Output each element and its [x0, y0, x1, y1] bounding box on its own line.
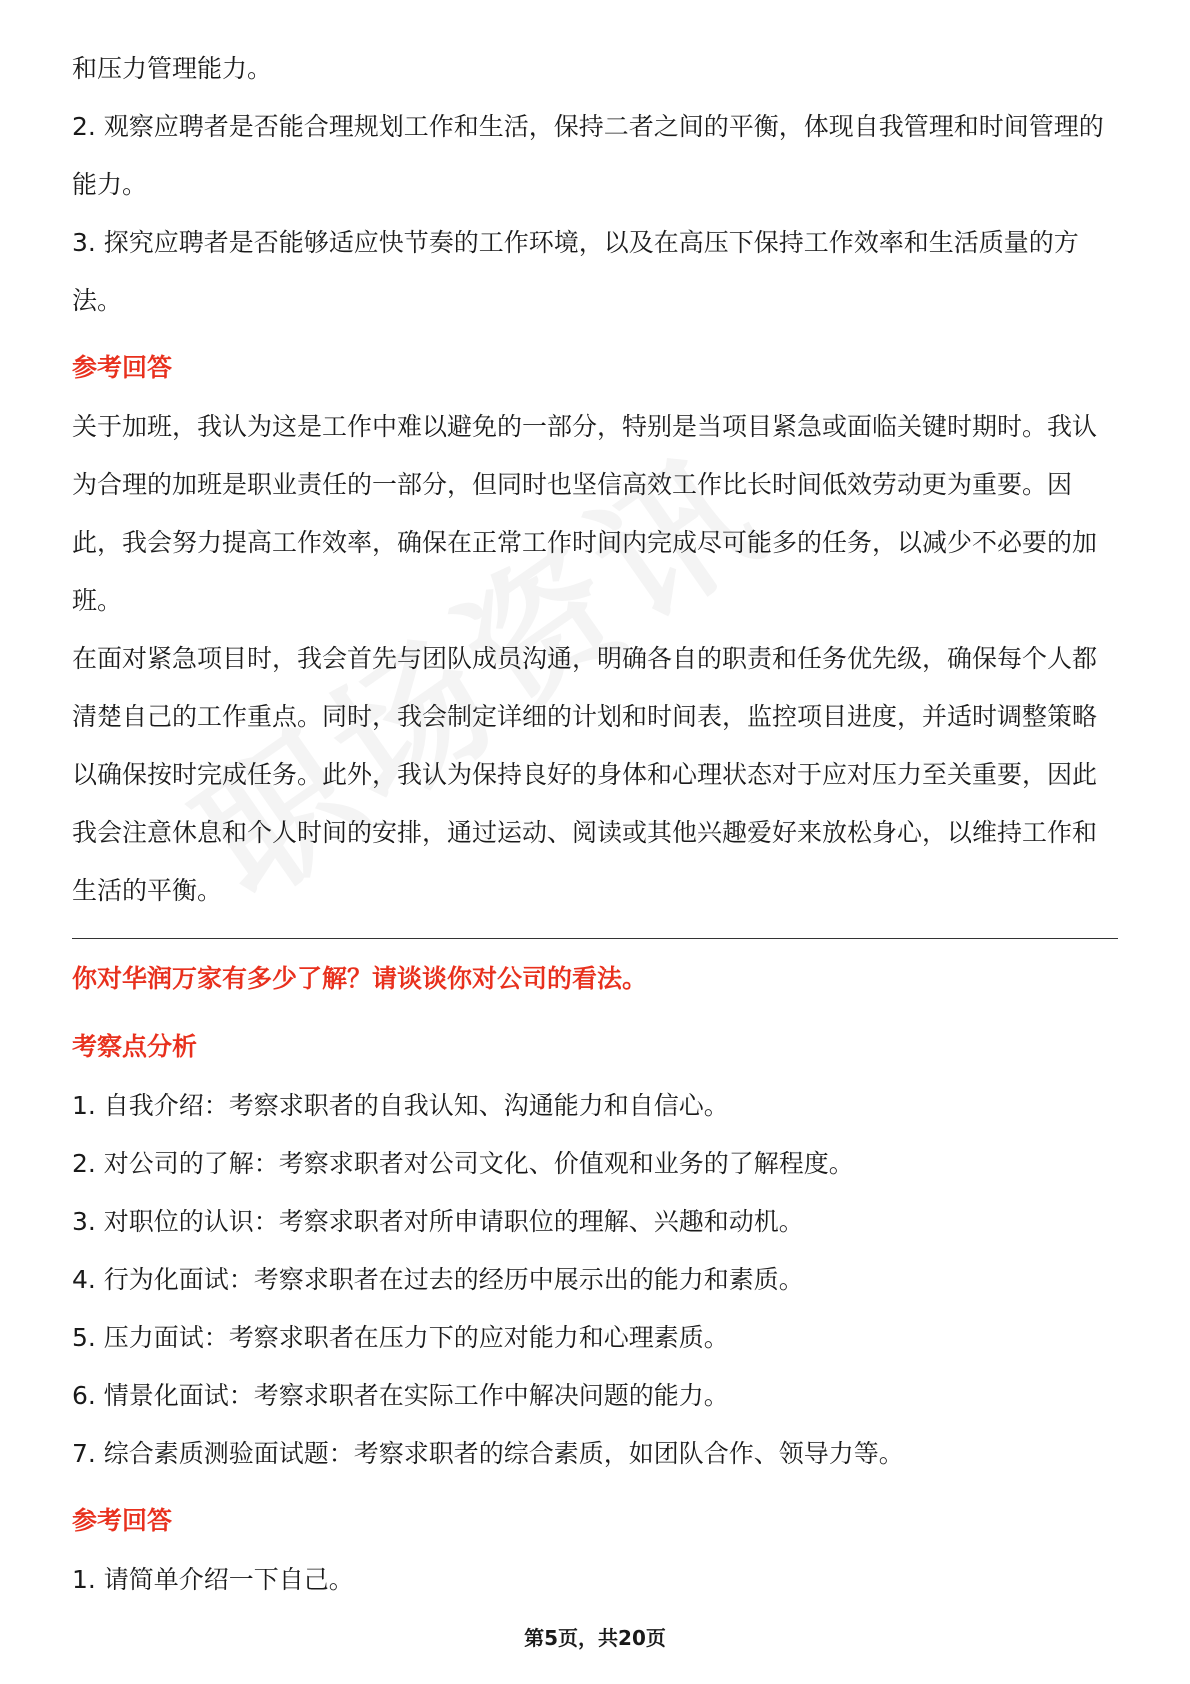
analysis-point: 3. 探究应聘者是否能够适应快节奏的工作环境，以及在高压下保持工作效率和生活质量的方法。: [72, 228, 1079, 315]
document-body: [72, 40, 1118, 1609]
analysis-point: 5. 压力面试：考察求职者在压力下的应对能力和心理素质。: [72, 1323, 729, 1352]
answer-point: 1. 请简单介绍一下自己。: [72, 1565, 354, 1594]
answer-paragraph: 在面对紧急项目时，我会首先与团队成员沟通，明确各自的职责和任务优先级，确保每个人都清楚自己的工作重点。同时，我会制定详细的计划和时间表，监控项目进度，并适时调整策略以确保按时完成任务。此外，我认为保持良好的身体和心理状态对于应对压力至关重要，因此我会注意休息和个人时间的安排，通过运动、阅读或其他兴趣爱好来放松身心，以维持工作和生活的平衡。: [72, 644, 1098, 905]
analysis-point: 6. 情景化面试：考察求职者在实际工作中解决问题的能力。: [72, 1381, 729, 1410]
section-divider: [72, 938, 1118, 939]
question-title: 你对华润万家有多少了解？请谈谈你对公司的看法。: [72, 964, 648, 993]
page-number: 第5页，共20页: [524, 1626, 666, 1650]
analysis-point: 2. 观察应聘者是否能合理规划工作和生活，保持二者之间的平衡，体现自我管理和时间管理的能力。: [72, 112, 1104, 199]
analysis-point: 4. 行为化面试：考察求职者在过去的经历中展示出的能力和素质。: [72, 1265, 804, 1294]
analysis-point: 3. 对职位的认识：考察求职者对所申请职位的理解、兴趣和动机。: [72, 1207, 804, 1236]
analysis-point: 2. 对公司的了解：考察求职者对公司文化、价值观和业务的了解程度。: [72, 1149, 854, 1178]
answer-heading: 参考回答: [72, 1506, 173, 1535]
analysis-point: 7. 综合素质测验面试题：考察求职者的综合素质，如团队合作、领导力等。: [72, 1439, 904, 1468]
section1-continued-points: [72, 40, 1118, 330]
analysis-point: 1. 自我介绍：考察求职者的自我认知、沟通能力和自信心。: [72, 1091, 729, 1120]
analysis-heading: 考察点分析: [72, 1032, 198, 1061]
answer-heading: 参考回答: [72, 353, 173, 382]
answer-paragraph: 关于加班，我认为这是工作中难以避免的一部分，特别是当项目紧急或面临关键时期时。我认为合理的加班是职业责任的一部分，但同时也坚信高效工作比长时间低效劳动更为重要。因此，我会努力提高工作效率，确保在正常工作时间内完成尽可能多的任务，以减少不必要的加班。: [72, 412, 1098, 615]
analysis-point: 和压力管理能力。: [72, 54, 273, 83]
